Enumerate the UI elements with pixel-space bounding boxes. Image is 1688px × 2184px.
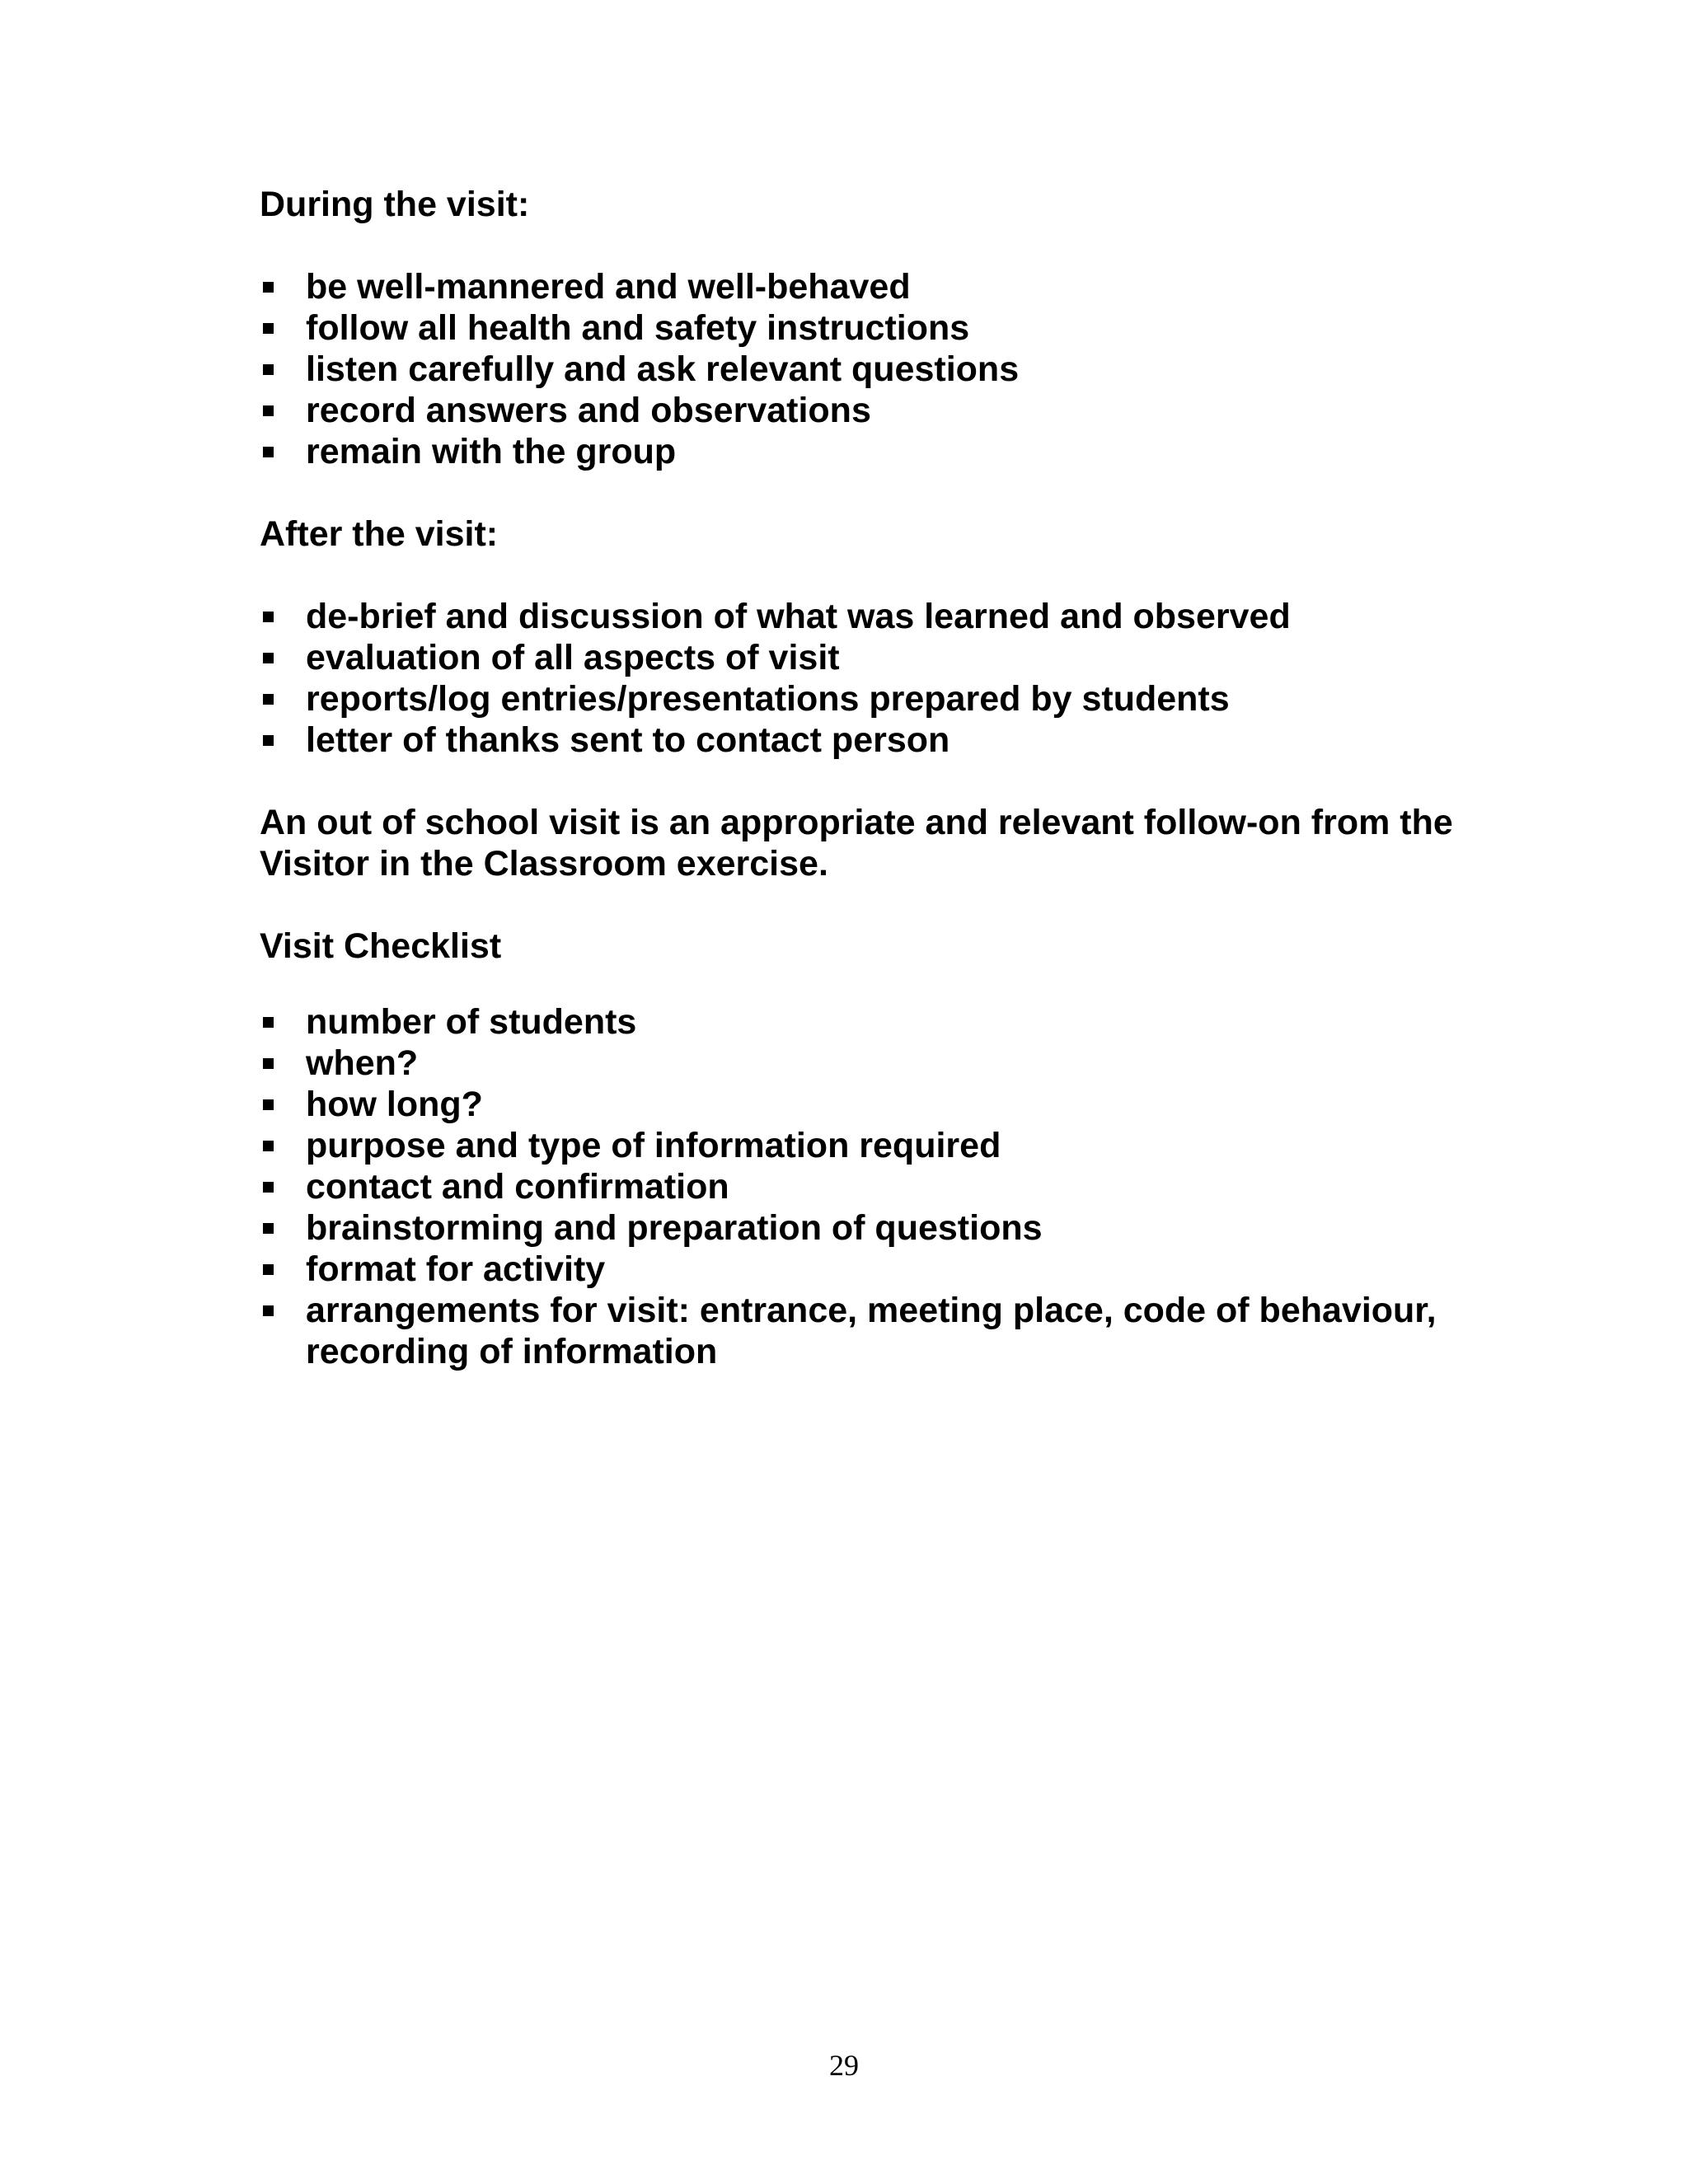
list-item: de-brief and discussion of what was learned and observed — [260, 596, 1463, 637]
square-bullet-icon — [263, 1058, 274, 1069]
list-item: follow all health and safety instructions — [260, 307, 1463, 349]
square-bullet-icon — [263, 1141, 274, 1151]
after-visit-heading: After the visit: — [260, 514, 499, 554]
square-bullet-icon — [263, 612, 274, 622]
list-item: brainstorming and preparation of questions — [260, 1207, 1463, 1249]
list-item: format for activity — [260, 1249, 1463, 1290]
follow-on-paragraph: An out of school visit is an appropriate and relevant follow-on from the Visitor in the Classroom exercise. — [260, 803, 1453, 883]
list-item: record answers and observations — [260, 390, 1463, 431]
visit-checklist-heading: Visit Checklist — [260, 926, 502, 966]
list-item: purpose and type of information required — [260, 1125, 1463, 1166]
square-bullet-icon — [263, 1305, 274, 1316]
square-bullet-icon — [263, 653, 274, 663]
list-item: remain with the group — [260, 431, 1463, 472]
page-number: 29 — [829, 2049, 859, 2082]
square-bullet-icon — [263, 323, 274, 334]
square-bullet-icon — [263, 1017, 274, 1028]
list-item: how long? — [260, 1084, 1463, 1125]
list-item: number of students — [260, 1001, 1463, 1043]
visit-checklist-list — [260, 1001, 1463, 1372]
square-bullet-icon — [263, 1264, 274, 1275]
list-item: letter of thanks sent to contact person — [260, 719, 1463, 761]
square-bullet-icon — [263, 364, 274, 375]
list-item: when? — [260, 1043, 1463, 1084]
list-item: arrangements for visit: entrance, meeting place, code of behaviour, recording of information — [260, 1290, 1463, 1372]
during-visit-heading: During the visit: — [260, 185, 530, 224]
list-item: be well-mannered and well-behaved — [260, 266, 1463, 307]
list-item: evaluation of all aspects of visit — [260, 637, 1463, 678]
list-item: listen carefully and ask relevant questions — [260, 349, 1463, 390]
square-bullet-icon — [263, 1099, 274, 1110]
square-bullet-icon — [263, 405, 274, 416]
square-bullet-icon — [263, 694, 274, 705]
after-visit-list — [260, 596, 1463, 761]
list-item: contact and confirmation — [260, 1166, 1463, 1207]
square-bullet-icon — [263, 282, 274, 293]
square-bullet-icon — [263, 735, 274, 746]
square-bullet-icon — [263, 447, 274, 457]
list-item: reports/log entries/presentations prepared by students — [260, 678, 1463, 719]
square-bullet-icon — [263, 1223, 274, 1234]
square-bullet-icon — [263, 1182, 274, 1193]
during-visit-list — [260, 266, 1463, 472]
page-content — [260, 184, 1463, 1372]
